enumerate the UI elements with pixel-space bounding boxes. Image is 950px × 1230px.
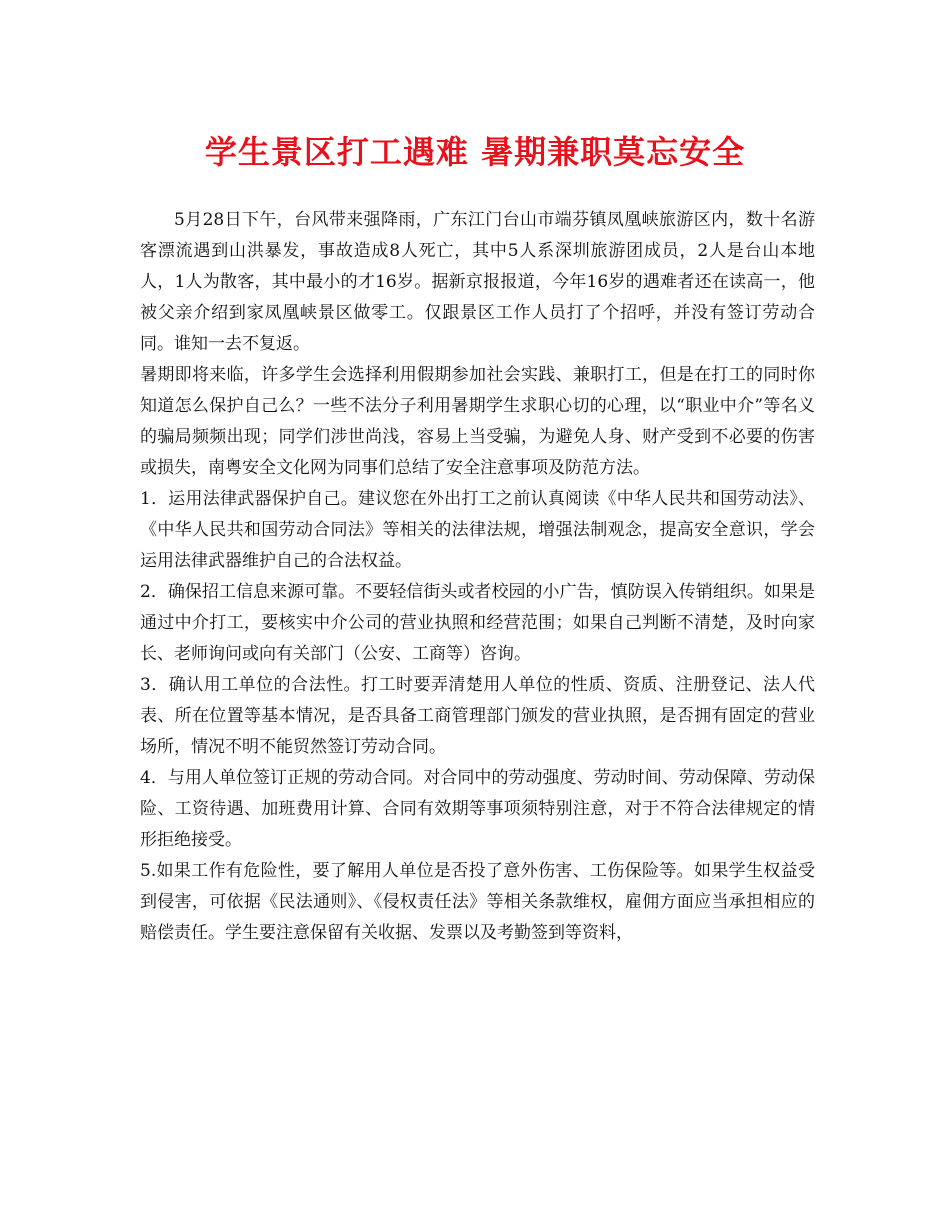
paragraph-tip-2: 2．确保招工信息来源可靠。不要轻信街头或者校园的小广告，慎防误入传销组织。如果是通过中介打工，要核实中介公司的营业执照和经营范围；如果自己判断不清楚，及时向家长、老师询问或向有关部门（公安、工商等）咨询。	[140, 582, 815, 664]
paragraph-tip-5: 5.如果工作有危险性，要了解用人单位是否投了意外伤害、工伤保险等。如果学生权益受到侵害，可依据《民法通则》、《侵权责任法》等相关条款维权，雇佣方面应当承担相应的赔偿责任。学生要注意保留有关收据、发票以及考勤签到等资料，	[140, 861, 815, 943]
paragraph-summer-work: 暑期即将来临，许多学生会选择利用假期参加社会实践、兼职打工，但是在打工的同时你知道怎么保护自己么？一些不法分子利用暑期学生求职心切的心理，以“职业中介”等名义的骗局频频出现；同学们涉世尚浅，容易上当受骗，为避免人身、财产受到不必要的伤害或损失，南粤安全文化网为同事们总结了安全注意事项及防范方法。	[140, 365, 815, 478]
paragraph-tip-3: 3．确认用工单位的合法性。打工时要弄清楚用人单位的性质、资质、注册登记、法人代表、所在位置等基本情况，是否具备工商管理部门颁发的营业执照，是否拥有固定的营业场所，情况不明不能贸然签订劳动合同。	[140, 675, 815, 757]
document-body	[140, 205, 815, 949]
document-title: 学生景区打工遇难 暑期兼职莫忘安全	[204, 133, 746, 171]
paragraph-tip-4: 4．与用人单位签订正规的劳动合同。对合同中的劳动强度、劳动时间、劳动保障、劳动保险、工资待遇、加班费用计算、合同有效期等事项须特别注意，对于不符合法律规定的情形拒绝接受。	[140, 768, 815, 850]
paragraph-intro: 5月28日下午，台风带来强降雨，广东江门台山市端芬镇凤凰峡旅游区内，数十名游客漂流遇到山洪暴发，事故造成8人死亡，其中5人系深圳旅游团成员，2人是台山本地人，1人为散客，其中最小的才16岁。据新京报报道，今年16岁的遇难者还在读高一，他被父亲介绍到家凤凰峡景区做零工。仅跟景区工作人员打了个招呼，并没有签订劳动合同。谁知一去不复返。	[140, 210, 815, 354]
paragraph-tip-1: 1．运用法律武器保护自己。建议您在外出打工之前认真阅读《中华人民共和国劳动法》、《中华人民共和国劳动合同法》等相关的法律法规，增强法制观念，提高安全意识，学会运用法律武器维护自己的合法权益。	[140, 489, 815, 571]
